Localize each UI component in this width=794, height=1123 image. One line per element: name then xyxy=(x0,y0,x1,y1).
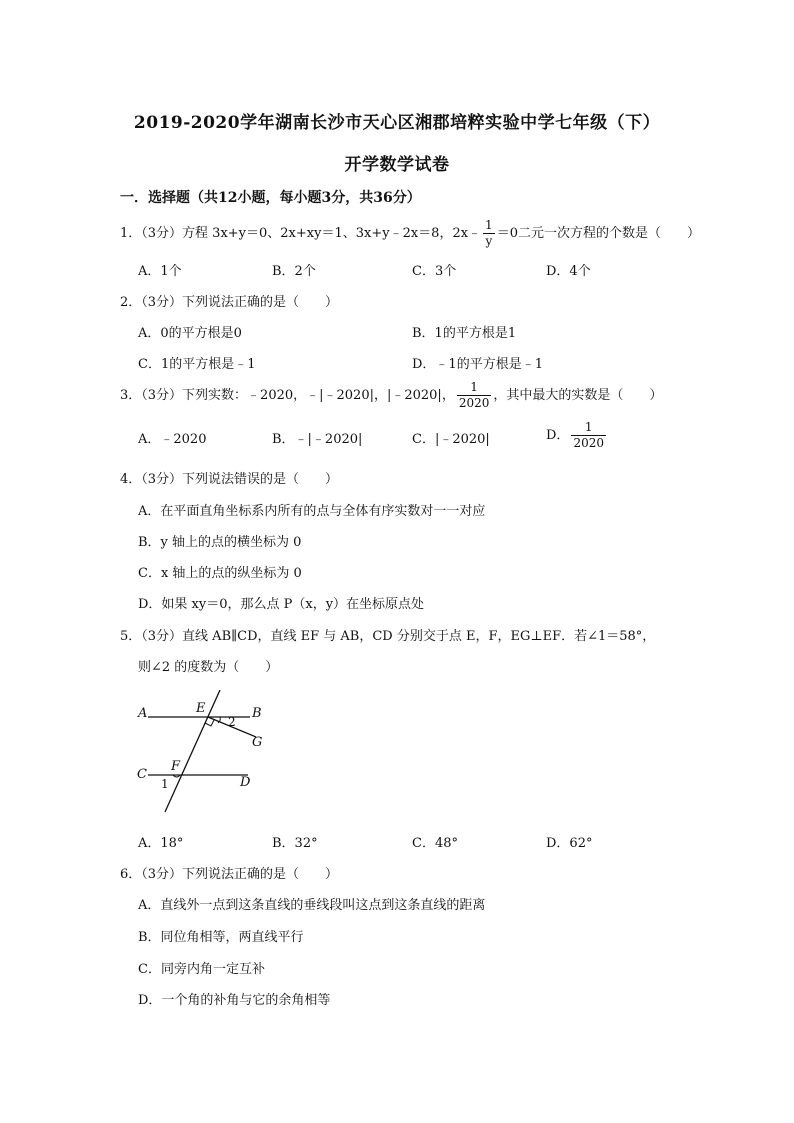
q1-option-c: C．3个 xyxy=(412,264,457,279)
q4-option-d: D．如果 xy＝0，那么点 P（x，y）在坐标原点处 xyxy=(138,597,425,612)
parallel-lines-figure xyxy=(130,690,280,820)
question-3-text-a: 3．（3分）下列实数：﹣2020，﹣|﹣2020|，|﹣2020|， xyxy=(120,388,455,403)
fraction-denominator: 2020 xyxy=(573,436,604,450)
fraction-numerator: 1 xyxy=(457,380,492,396)
fraction-numerator: 1 xyxy=(571,420,606,436)
q3-option-d-fraction xyxy=(571,420,606,451)
q3-option-d-label: D． xyxy=(546,428,570,443)
q5-option-c: C．48° xyxy=(412,836,458,851)
label-a: A xyxy=(138,706,148,721)
question-1-text-b: ＝0二元一次方程的个数是（ ） xyxy=(496,226,700,241)
fraction-denominator: 2020 xyxy=(458,396,490,410)
q1-option-b: B．2个 xyxy=(272,264,316,279)
label-b: B xyxy=(252,706,262,721)
label-c: C xyxy=(137,767,147,782)
question-1 xyxy=(120,218,700,249)
question-3-text-b: ，其中最大的实数是（ ） xyxy=(493,388,663,403)
exam-title-line2: 开学数学试卷 xyxy=(344,155,450,175)
label-d: D xyxy=(240,775,251,790)
exam-title-line1: 2019-2020学年湖南长沙市天心区湘郡培粹实验中学七年级（下） xyxy=(133,113,661,133)
q5-option-b: B．32° xyxy=(272,836,318,851)
q5-option-a: A．18° xyxy=(138,836,184,851)
label-angle-1: 1 xyxy=(161,777,169,791)
question-5-line2: 则∠2 的度数为（ ） xyxy=(138,660,279,675)
q5-option-d: D．62° xyxy=(546,836,593,851)
q3-option-c: C．|﹣2020| xyxy=(412,432,490,447)
q3-option-d xyxy=(546,420,608,451)
q1-option-a: A．1个 xyxy=(138,264,182,279)
q1-option-d: D．4个 xyxy=(546,264,591,279)
line-ef xyxy=(165,690,220,812)
question-4: 4．（3分）下列说法错误的是（ ） xyxy=(120,472,339,487)
question-3 xyxy=(120,380,662,411)
question-1-fraction xyxy=(483,218,495,249)
fraction-denominator: y xyxy=(485,234,493,248)
q4-option-c: C．x 轴上的点的纵坐标为 0 xyxy=(138,566,302,581)
q6-option-d: D．一个角的补角与它的余角相等 xyxy=(138,993,331,1008)
q6-option-c: C．同旁内角一定互补 xyxy=(138,962,265,977)
question-5: 5．（3分）直线 AB∥CD，直线 EF 与 AB，CD 分别交于点 E，F，EG⊥EF．若∠1＝58°， xyxy=(120,629,656,644)
q3-option-b: B．﹣|﹣2020| xyxy=(272,432,363,447)
fraction-numerator: 1 xyxy=(485,218,493,232)
question-3-fraction xyxy=(457,380,492,411)
q4-option-a: A．在平面直角坐标系内所有的点与全体有序实数对一一对应 xyxy=(138,504,486,519)
question-1-text-a: 1．（3分）方程 3x+y＝0、2x+xy＝1、3x+y﹣2x＝8，2x﹣ xyxy=(120,226,482,241)
section-heading: 一．选择题（共12小题，每小题3分，共36分） xyxy=(120,190,421,206)
question-6: 6．（3分）下列说法正确的是（ ） xyxy=(120,867,339,882)
q6-option-b: B．同位角相等，两直线平行 xyxy=(138,930,304,945)
q2-option-a: A．0的平方根是0 xyxy=(138,326,242,341)
label-angle-2: 2 xyxy=(228,715,236,729)
q6-option-a: A．直线外一点到这条直线的垂线段叫这点到这条直线的距离 xyxy=(138,898,486,913)
q3-option-a: A．﹣2020 xyxy=(138,432,207,447)
q2-option-c: C．1的平方根是﹣1 xyxy=(138,357,256,372)
q2-option-d: D．﹣1的平方根是﹣1 xyxy=(412,357,543,372)
label-e: E xyxy=(196,701,206,716)
question-2: 2．（3分）下列说法正确的是（ ） xyxy=(120,295,339,310)
label-f: F xyxy=(171,759,181,774)
label-g: G xyxy=(252,735,263,750)
q2-option-b: B．1的平方根是1 xyxy=(412,326,517,341)
q4-option-b: B．y 轴上的点的横坐标为 0 xyxy=(138,535,302,550)
